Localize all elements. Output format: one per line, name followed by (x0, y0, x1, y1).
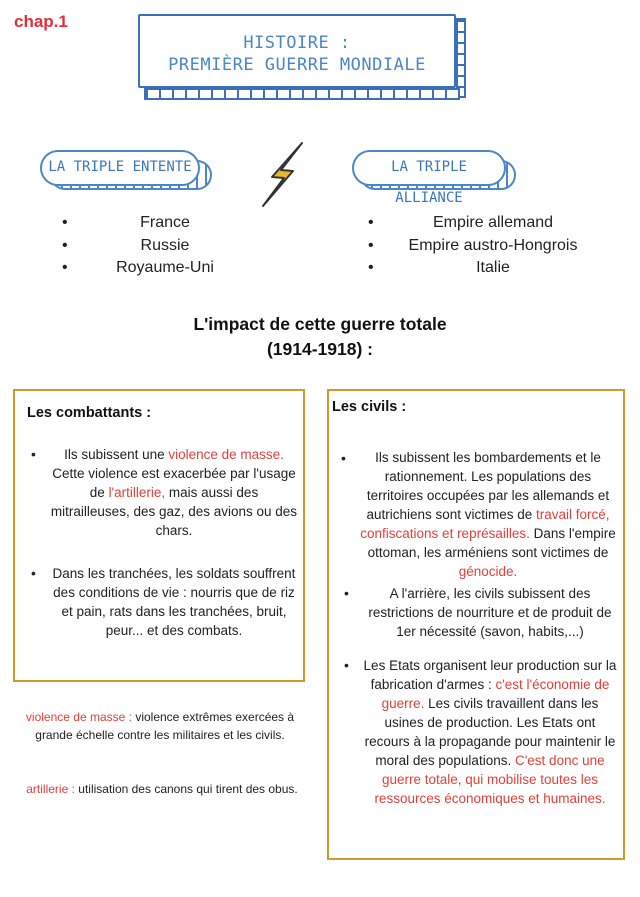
list-item: • Royaume-Uni (60, 257, 230, 280)
chapter-label: chap.1 (14, 12, 68, 31)
section-heading (0, 312, 640, 362)
entente-members-list (60, 212, 230, 280)
combattants-box (13, 389, 305, 682)
combattants-paragraph-2: Dans les tranchées, les soldats souffrent des conditions de vie : nourris que de riz et pain, rats dans les tranchées, bruit, peur... et des combats. (52, 566, 296, 638)
civils-paragraph-1: Ils subissent les bombardements et le rationnement. Les populations des territoires occupées par les allemands et autrichiens sont victimes de travail forcé, confiscations et représailles. Dans l'empire ottoman, les arméniens sont victimes de génocide. (360, 450, 616, 579)
alliance-label (352, 150, 516, 206)
combattants-title: Les combattants : (27, 405, 152, 421)
alliance-members-list (368, 212, 592, 280)
alliance-title: LA TRIPLE ALLIANCE (352, 150, 506, 186)
banner-line-1: HISTOIRE : (243, 33, 351, 53)
glossary-entry-artillerie: artillerie : utilisation des canons qui tirent des obus. (26, 782, 298, 796)
civils-paragraph-2: A l'arrière, les civils subissent des restrictions de nourriture et de produit de 1er nécessité (savon, habits,...) (368, 586, 612, 639)
list-item: • Russie (60, 235, 230, 258)
lightning-bolt-icon (258, 140, 308, 210)
bullet: • (341, 450, 346, 466)
title-banner (138, 14, 466, 100)
bullet: • (31, 565, 36, 581)
list-item: • Empire austro-Hongrois (368, 235, 592, 258)
civils-box (327, 389, 625, 860)
heading-line-1: L'impact de cette guerre totale (193, 314, 447, 334)
bullet: • (344, 657, 349, 673)
combattants-paragraph-1: Ils subissent une violence de masse. Cette violence est exacerbée par l'usage de l'artillerie, mais aussi des mitrailleuses, des gaz, des avions ou des chars. (50, 447, 298, 538)
bullet: • (344, 585, 349, 601)
civils-title: Les civils : (332, 399, 407, 415)
civils-paragraph-3: Les Etats organisent leur production sur la fabrication d'armes : c'est l'économie de guerre. Les civils travaillent dans les usines de production. Les Etats ont recours à la propagande pour maintenir le moral des populations. C'est donc une guerre totale, qui mobilise toutes les ressources économiques et humaines. (363, 658, 617, 806)
list-item: • France (60, 212, 230, 235)
banner-line-2: PREMIÈRE GUERRE MONDIALE (168, 55, 426, 75)
glossary-entry-violence: violence de masse : violence extrêmes exercées à grande échelle contre les militaires et les civils. (25, 710, 295, 742)
list-item: • Italie (368, 257, 592, 280)
list-item: • Empire allemand (368, 212, 592, 235)
entente-label (40, 150, 212, 190)
bullet: • (31, 446, 36, 462)
heading-line-2: (1914-1918) : (266, 339, 374, 359)
entente-title: LA TRIPLE ENTENTE (40, 150, 200, 186)
